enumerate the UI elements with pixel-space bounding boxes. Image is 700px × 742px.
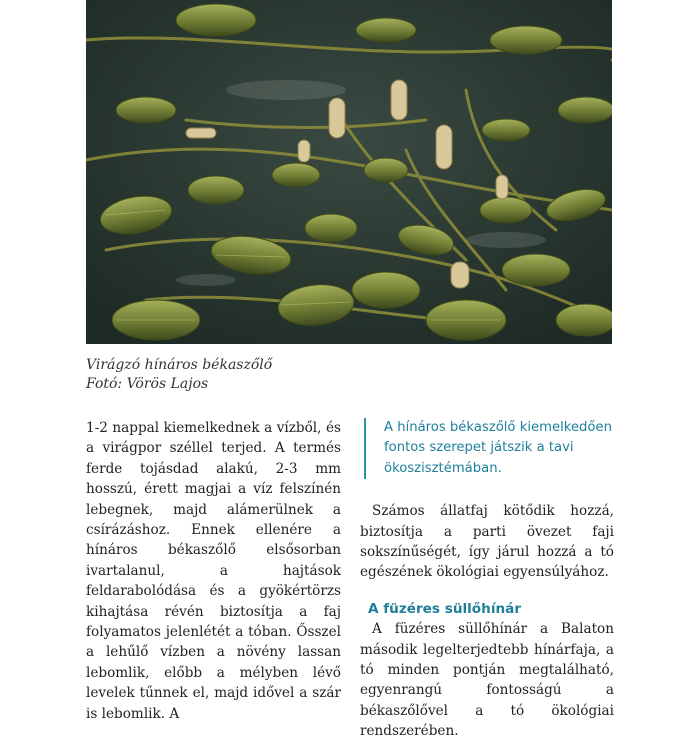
pull-quote: A hínáros békaszőlő kiemelkedően fontos szerepet játszik a tavi ökoszisztémában. — [364, 418, 614, 479]
left-column — [86, 418, 341, 724]
caption-credit: Fotó: Vörös Lajos — [86, 376, 209, 392]
left-column-text: 1-2 nappal kiemelkednek a vízből, és a virágpor széllel terjed. A termés ferde tojásdad alakú, 2-3 mm hosszú, érett magjai a víz felszínén lebegnek, majd alámerülnek a csírázáshoz. Ennek ellenére a hínáros békaszőlő elsősorban ivartalanul, a hajtások feldarabolódása és a gyökértörzs kihajtása révén biztosítja a faj folyamatos jelenlétét a tóban. Ősszel a lehűlő vízben a növény lassan lebomlik, előbb a mélyben lévő levelek tűnnek el, majd idővel a szár is lebomlik. A — [86, 420, 341, 722]
right-column — [360, 418, 614, 742]
photo-caption — [86, 356, 486, 394]
pondweed-photo — [86, 0, 612, 344]
paragraph-milfoil: A füzéres süllőhínár a Balaton második legelterjedtebb hínárfaja, a tó minden pontján megtalálható, egyenrangú fontosságú a békaszőlővel a tó ökológiai rendszerében. — [360, 621, 614, 740]
caption-title: Virágzó hínáros békaszőlő — [86, 357, 273, 373]
section-heading: A füzéres süllőhínár — [368, 600, 522, 617]
paragraph-biodiversity: Számos állatfaj kötődik hozzá, biztosítja a parti övezet faji sokszínűségét, így járul hozzá a tó egészének ökológiai egyensúlyához. — [360, 503, 614, 581]
pondweed-illustration — [86, 0, 612, 344]
